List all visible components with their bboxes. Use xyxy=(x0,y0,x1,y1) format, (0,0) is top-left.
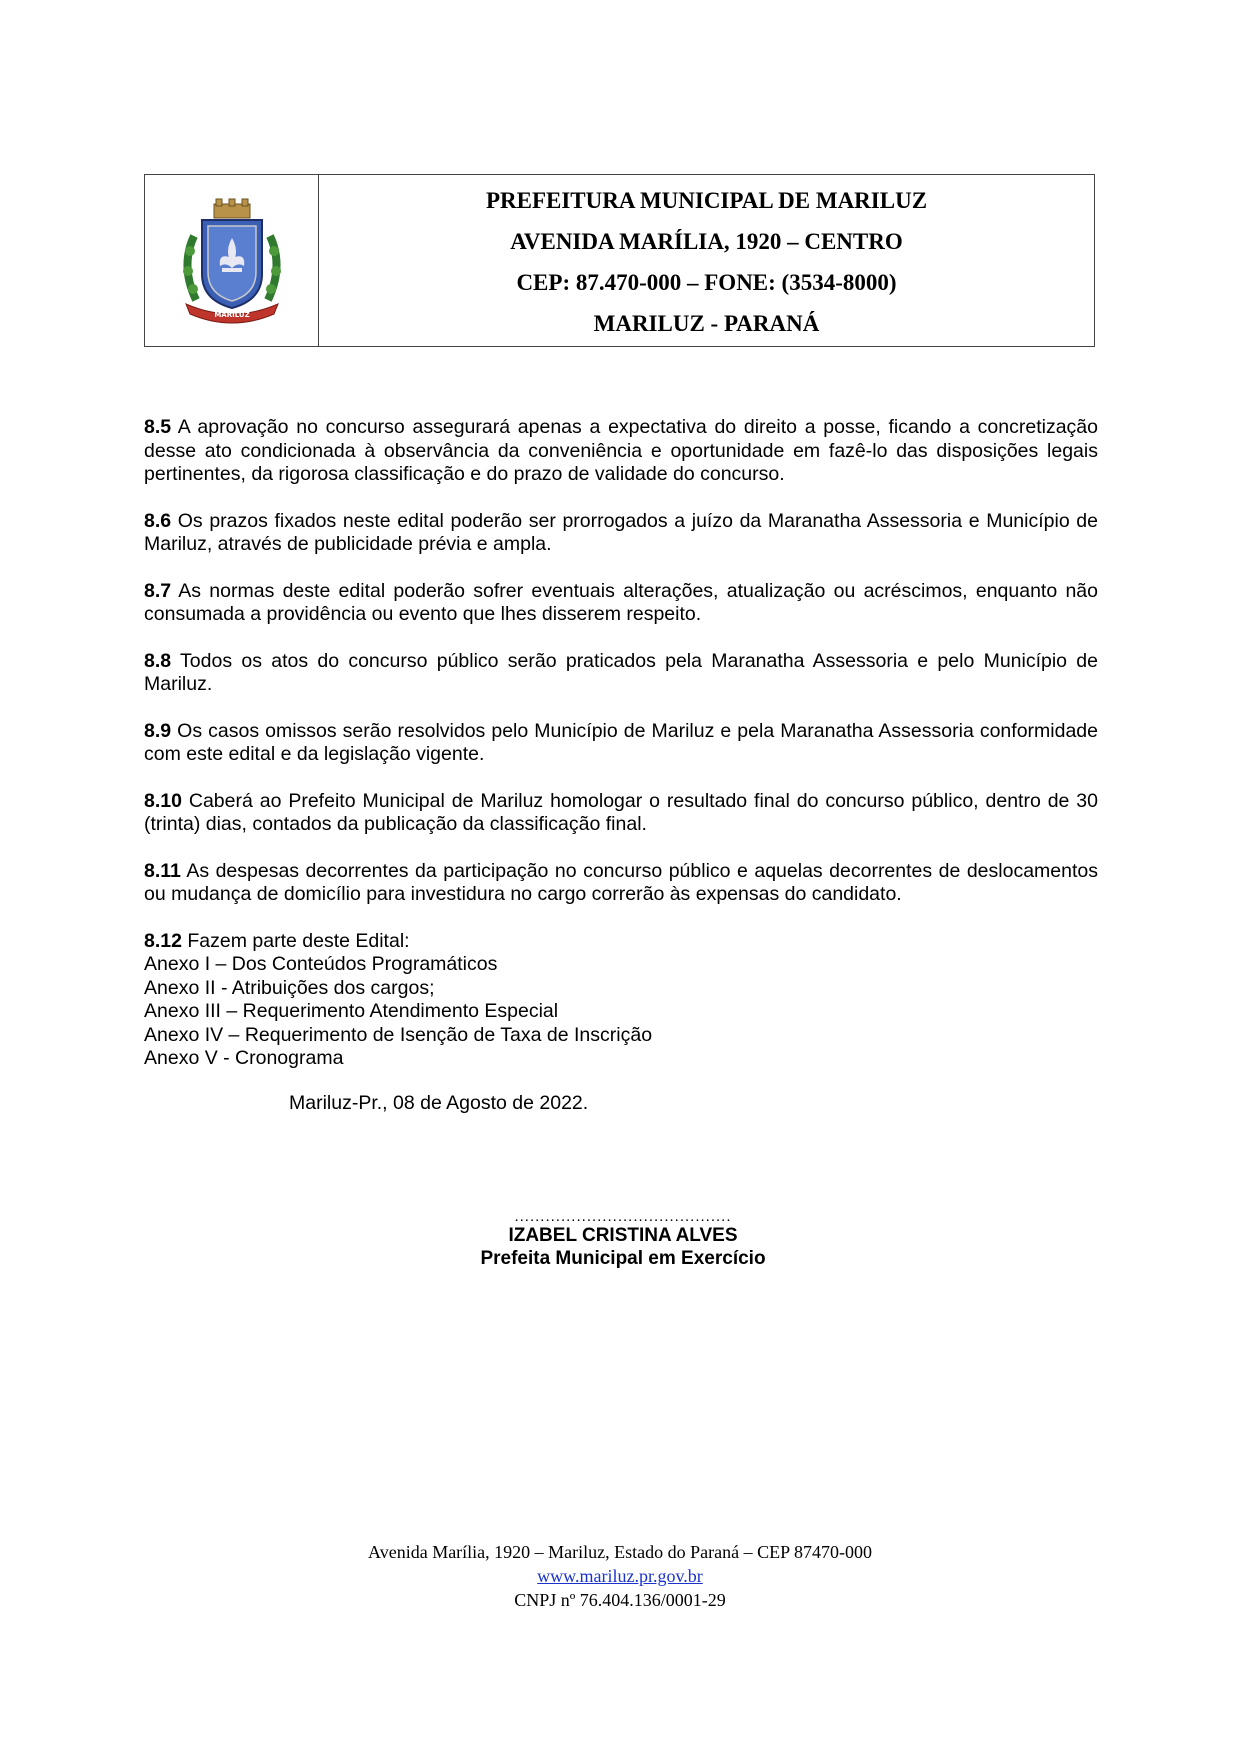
annex-item: Anexo V - Cronograma xyxy=(144,1047,344,1069)
clause-number: 8.10 xyxy=(144,789,182,812)
signature-line: .......................................... xyxy=(514,1208,732,1225)
letterhead xyxy=(144,174,1095,347)
annex-list xyxy=(144,930,1098,1071)
footer-cnpj: CNPJ nº 76.404.136/0001-29 xyxy=(514,1590,726,1610)
document-body xyxy=(144,416,1098,1071)
clause-8-7 xyxy=(144,580,1098,627)
signer-title: Prefeita Municipal em Exercício xyxy=(480,1248,766,1269)
annex-intro xyxy=(144,930,1098,954)
footer-address: Avenida Marília, 1920 – Mariluz, Estado do Paraná – CEP 87470-000 xyxy=(368,1542,872,1562)
annex-item: Anexo IV – Requerimento de Isenção de Taxa de Inscrição xyxy=(144,1023,653,1046)
svg-text:MARILUZ: MARILUZ xyxy=(213,310,250,319)
clause-8-5 xyxy=(144,416,1098,487)
clause-8-8 xyxy=(144,650,1098,697)
annex-item: Anexo II - Atribuições dos cargos; xyxy=(144,976,435,999)
clause-number: 8.5 xyxy=(144,416,172,438)
annex-item: Anexo I – Dos Conteúdos Programáticos xyxy=(144,953,498,975)
clause-8-10 xyxy=(144,790,1098,837)
letterhead-text xyxy=(319,175,1094,346)
letterhead-address: AVENIDA MARÍLIA, 1920 – CENTRO xyxy=(510,229,903,255)
clause-8-11 xyxy=(144,860,1098,907)
clause-text: As despesas decorrentes da participação no concurso público e aquelas decorrentes de deslocamentos ou mudança de domicílio para investidura no cargo correrão às expensas do candidato. xyxy=(144,859,1098,905)
clause-number: 8.12 xyxy=(144,929,182,952)
clause-8-6 xyxy=(144,510,1098,557)
clause-text: As normas deste edital poderão sofrer eventuais alterações, atualização ou acréscimos, enquanto não consumada a providência ou evento que lhes disserem respeito. xyxy=(144,579,1098,625)
clause-text: Os prazos fixados neste edital poderão ser prorrogados a juízo da Maranatha Assessoria e Município de Mariluz, através de publicidade prévia e ampla. xyxy=(144,509,1098,555)
logo-cell xyxy=(145,175,319,346)
date-line: Mariluz-Pr., 08 de Agosto de 2022. xyxy=(289,1092,589,1114)
signer-name: IZABEL CRISTINA ALVES xyxy=(508,1225,738,1246)
clause-text: Os casos omissos serão resolvidos pelo Município de Mariluz e pela Maranatha Assessoria conformidade com este edital e da legislação vigente. xyxy=(144,719,1098,765)
municipal-coat-of-arms-icon xyxy=(172,196,292,326)
clause-number: 8.6 xyxy=(144,509,172,532)
annex-item: Anexo III – Requerimento Atendimento Especial xyxy=(144,1000,559,1022)
letterhead-contact: CEP: 87.470-000 – FONE: (3534-8000) xyxy=(516,269,897,295)
letterhead-title: PREFEITURA MUNICIPAL DE MARILUZ xyxy=(485,188,928,214)
clause-number: 8.7 xyxy=(144,579,172,602)
clause-text: A aprovação no concurso assegurará apenas a expectativa do direito a posse, ficando a concretização desse ato condicionada à observância da conveniência e oportunidade em fazê-lo das disposições legais pertinentes, da rigorosa classificação e do prazo de validade do concurso. xyxy=(144,416,1098,485)
clause-number: 8.9 xyxy=(144,719,172,742)
clause-text: Todos os atos do concurso público serão praticados pela Maranatha Assessoria e pelo Município de Mariluz. xyxy=(144,649,1098,695)
signature-block xyxy=(400,1210,846,1270)
letterhead-city: MARILUZ - PARANÁ xyxy=(593,310,820,336)
clause-8-9 xyxy=(144,720,1098,767)
clause-number: 8.8 xyxy=(144,649,172,672)
clause-number: 8.11 xyxy=(144,859,181,882)
footer-website-link[interactable]: www.mariluz.pr.gov.br xyxy=(537,1566,703,1586)
clause-text: Fazem parte deste Edital: xyxy=(181,929,410,952)
clause-text: Caberá ao Prefeito Municipal de Mariluz homologar o resultado final do concurso público, dentro de 30 (trinta) dias, contados da publicação da classificação final. xyxy=(144,789,1098,835)
page-footer xyxy=(280,1540,960,1612)
